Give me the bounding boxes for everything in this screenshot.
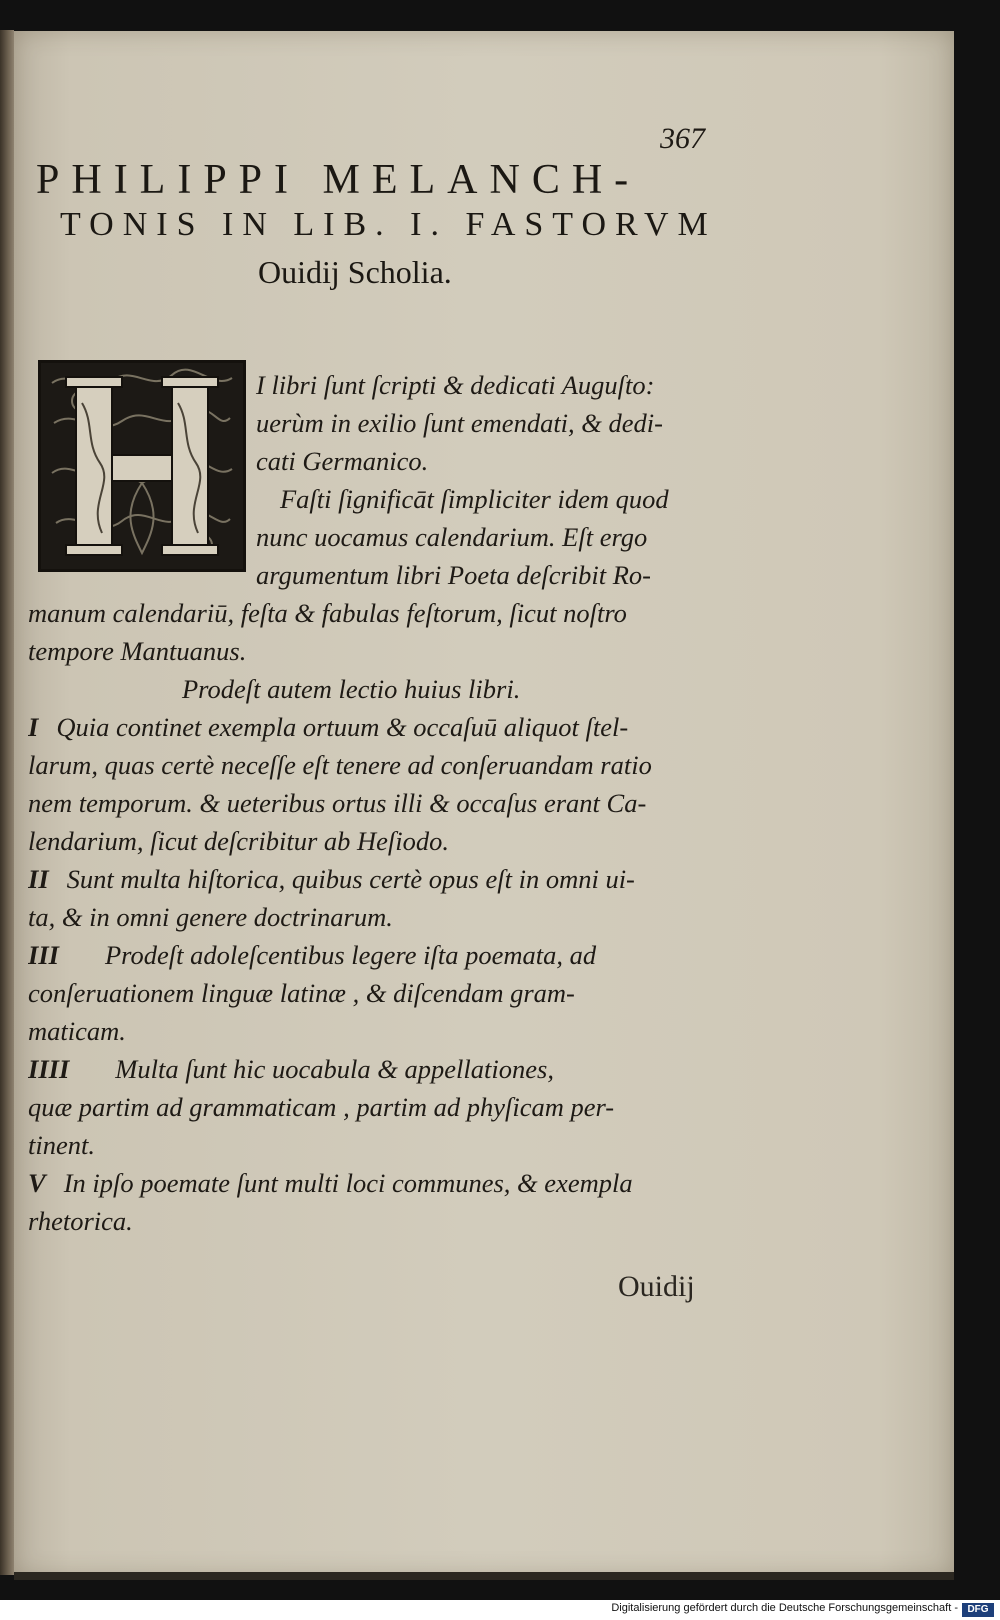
point-line [28, 1164, 723, 1202]
text-line: maticam. [28, 1016, 126, 1046]
body-text [28, 366, 723, 1240]
text-line: conſeruationem linguæ latinæ , & diſcendam gram- [28, 978, 575, 1008]
text-line: manum calendariū, feſta & fabulas feſtorum, ſicut noſtro [28, 598, 627, 628]
title-line-2: TONIS IN LIB. I. FASTORVM [60, 206, 717, 243]
point-text: Prodeſt adoleſcentibus legere iſta poemata, ad [104, 940, 597, 970]
point-number: I [28, 712, 39, 742]
text-line: uerùm in exilio ſunt emendati, & dedi- [256, 408, 663, 438]
text-line: larum, quas certè neceſſe eſt tenere ad conſeruandam ratio [28, 750, 652, 780]
book-binding-edge [0, 30, 14, 1575]
text-line: ta, & in omni genere doctrinarum. [28, 902, 393, 932]
page-bottom-edge [14, 1572, 954, 1580]
point-number: IIII [28, 1054, 70, 1084]
point-number: V [28, 1168, 46, 1198]
point-number: II [28, 864, 49, 894]
title-line-3: Ouidij Scholia. [258, 254, 452, 290]
text-line: rhetorica. [28, 1206, 133, 1236]
dfg-logo-icon: DFG [962, 1603, 994, 1617]
text-line: lendarium, ſicut deſcribitur ab Heſiodo. [28, 826, 450, 856]
page-number: 367 [660, 122, 705, 155]
point-line [28, 1050, 723, 1088]
text-line: tempore Mantuanus. [28, 636, 247, 666]
digitization-footer [0, 1600, 1000, 1620]
text-line: tinent. [28, 1130, 95, 1160]
point-text: Quia continet exempla ortuum & occaſuū aliquot ſtel- [56, 712, 629, 742]
point-text: Multa ſunt hic uocabula & appellationes, [115, 1054, 554, 1084]
title-line-1: PHILIPPI MELANCH- [36, 157, 641, 203]
text-line: Faſti ſignificāt ſimpliciter idem quod [280, 484, 669, 514]
subheading: Prodeſt autem lectio huius libri. [182, 674, 521, 704]
footer-credit: Digitalisierung gefördert durch die Deutsche Forschungsgemeinschaft - [611, 1602, 958, 1614]
point-line [28, 936, 723, 974]
text-line: nunc uocamus calendarium. Eſt ergo [256, 522, 648, 552]
point-text: Sunt multa hiſtorica, quibus certè opus eſt in omni ui- [66, 864, 635, 894]
point-line [28, 860, 723, 898]
text-line: I libri ſunt ſcripti & dedicati Auguſto: [256, 370, 655, 400]
point-number: III [28, 940, 59, 970]
text-line: cati Germanico. [256, 446, 429, 476]
text-line: quæ partim ad grammaticam , partim ad phyſicam per- [28, 1092, 615, 1122]
catchword: Ouidij [618, 1270, 695, 1303]
text-line: argumentum libri Poeta deſcribit Ro- [256, 560, 651, 590]
text-line: nem temporum. & ueteribus ortus illi & occaſus erant Ca- [28, 788, 647, 818]
point-text: In ipſo poemate ſunt multi loci communes, & exempla [63, 1168, 633, 1198]
point-line [28, 708, 723, 746]
